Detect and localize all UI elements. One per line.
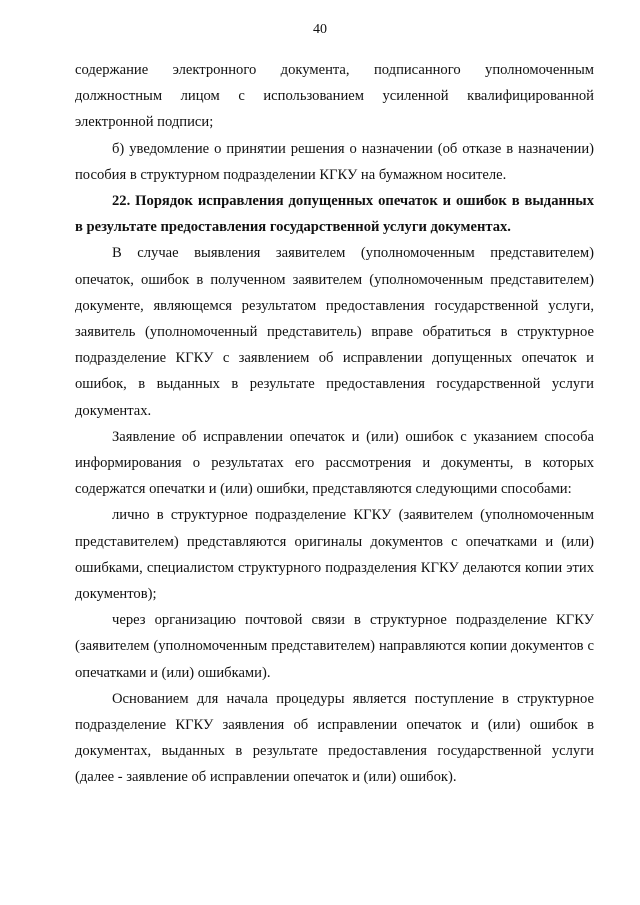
paragraph: Заявление об исправлении опечаток и (или) ошибок с указанием способа информирования о результатах его рассмотрения и документы, в которых содержатся опечатки и (или) ошибки, представляются следующими способами: [75, 428, 594, 498]
page-number: 40 [313, 22, 327, 37]
paragraph: содержание электронного документа, подписанного уполномоченным должностным лицом с использованием усиленной квалифицированной электронной подписи; [75, 62, 594, 131]
section-number: 22. [112, 193, 131, 210]
document-body [75, 57, 594, 791]
paragraph: В случае выявления заявителем (уполномоченным представителем) опечаток, ошибок в полученном заявителем (уполномоченным представителем) документе, являющемся результатом предоставления государственной услуги, заявитель (уполномоченный представитель) вправе обратиться в структурное подразделение КГКУ с заявлением об исправлении допущенных опечаток и ошибок, в выданных в результате предоставления государственной услуги документах. [75, 245, 594, 419]
section-title: Порядок исправления допущенных опечаток и ошибок в выданных в результате предоставления государственной услуги документах. [75, 193, 594, 236]
paragraph: б) уведомление о принятии решения о назначении (об отказе в назначении) пособия в структурном подразделении КГКУ на бумажном носителе. [75, 140, 594, 183]
section-heading [75, 188, 594, 240]
paragraph: через организацию почтовой связи в структурное подразделение КГКУ (заявителем (уполномоченным представителем) направляются копии документов с опечатками и (или) ошибками). [75, 612, 594, 681]
paragraph: Основанием для начала процедуры является поступление в структурное подразделение КГКУ заявления об исправлении опечаток и (или) ошибок в документах, выданных в результате предоставления государственной услуги (далее - заявление об исправлении опечаток и (или) ошибок). [75, 690, 594, 786]
paragraph: лично в структурное подразделение КГКУ (заявителем (уполномоченным представителем) представляются оригиналы документов с опечатками и (или) ошибками, специалистом структурного подразделения КГКУ делаются копии этих документов); [75, 507, 594, 603]
